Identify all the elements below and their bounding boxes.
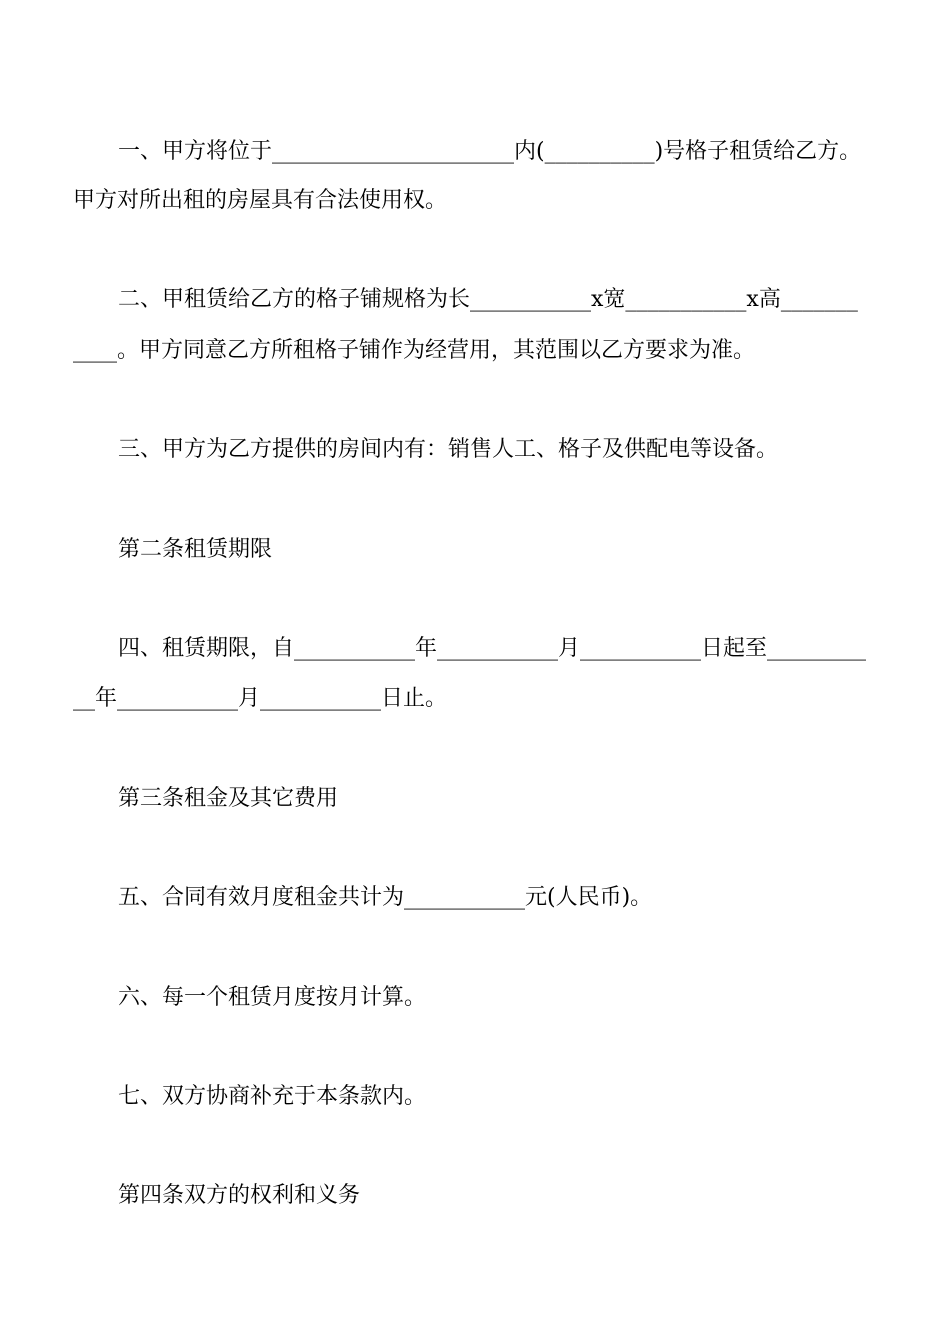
clause-2-line-1: 二、甲租赁给乙方的格子铺规格为长___________x宽___________x高_______ (118, 287, 858, 312)
clause-7-line-1: 七、双方协商补充于本条款内。 (118, 1084, 427, 1109)
clause-2-line-2: ____。甲方同意乙方所租格子铺作为经营用，其范围以乙方要求为准。 (73, 338, 756, 363)
clause-1-line-2: 甲方对所出租的房屋具有合法使用权。 (73, 188, 448, 213)
clause-6-line-1: 六、每一个租赁月度按月计算。 (118, 985, 427, 1010)
section-heading-lease-term: 第二条租赁期限 (118, 537, 273, 562)
clause-4-line-1: 四、租赁期限，自___________年___________月___________日起至_________ (118, 636, 867, 661)
section-heading-rent: 第三条租金及其它费用 (118, 786, 339, 811)
clause-3-line-1: 三、甲方为乙方提供的房间内有：销售人工、格子及供配电等设备。 (118, 437, 779, 462)
clause-5-line-1: 五、合同有效月度租金共计为___________元(人民币)。 (118, 885, 653, 910)
clause-4-line-2: __年___________月___________日止。 (73, 686, 448, 711)
section-heading-rights-obligations: 第四条双方的权利和义务 (118, 1183, 361, 1208)
clause-1-line-1: 一、甲方将位于______________________内(__________)号格子租赁给乙方。 (118, 139, 862, 164)
